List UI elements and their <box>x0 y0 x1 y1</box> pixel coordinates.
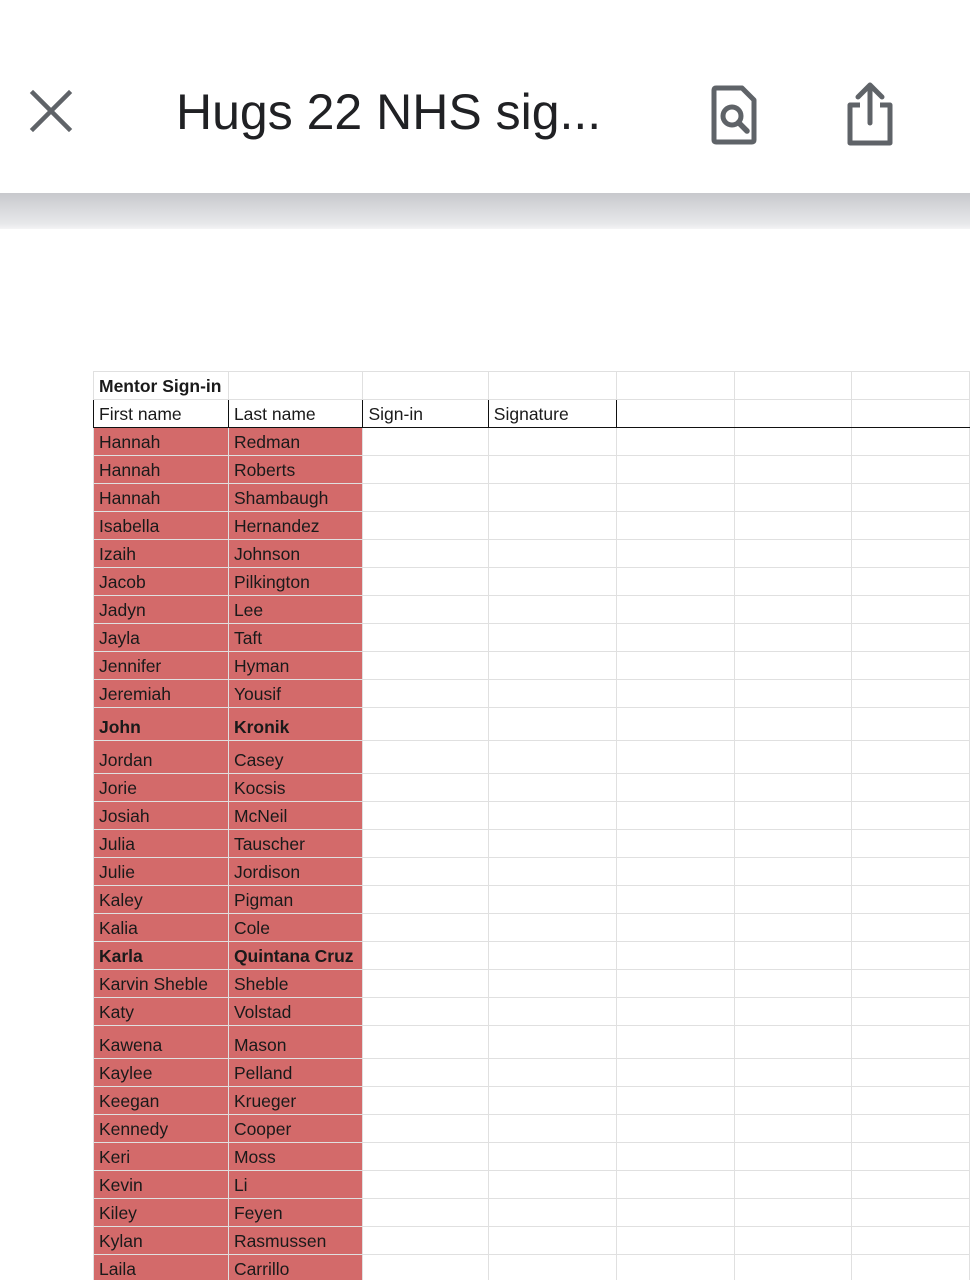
spreadsheet-preview <box>0 229 970 1280</box>
table-row <box>94 624 970 652</box>
table-row <box>94 596 970 624</box>
empty-cell <box>617 741 735 774</box>
empty-cell <box>617 372 735 400</box>
empty-cell <box>228 372 363 400</box>
signature-cell <box>488 1115 616 1143</box>
signature-cell <box>488 1059 616 1087</box>
first-name-cell: Hannah <box>94 428 229 456</box>
empty-cell <box>852 802 970 830</box>
signature-cell <box>488 484 616 512</box>
sign-in-cell <box>363 624 488 652</box>
empty-cell <box>852 1199 970 1227</box>
empty-cell <box>617 1026 735 1059</box>
empty-cell <box>852 858 970 886</box>
table-row <box>94 484 970 512</box>
table-row <box>94 1059 970 1087</box>
empty-cell <box>852 942 970 970</box>
first-name-cell: Julia <box>94 830 229 858</box>
table-row <box>94 1115 970 1143</box>
empty-cell <box>617 428 735 456</box>
sheet-title: Mentor Sign-in <box>94 372 229 400</box>
empty-cell <box>617 624 735 652</box>
sign-in-cell <box>363 568 488 596</box>
share-icon <box>844 81 896 147</box>
empty-cell <box>617 1199 735 1227</box>
empty-cell <box>617 1143 735 1171</box>
empty-cell <box>852 886 970 914</box>
empty-cell <box>617 456 735 484</box>
close-icon <box>29 89 73 133</box>
signature-cell <box>488 1199 616 1227</box>
empty-cell <box>617 680 735 708</box>
empty-cell <box>852 1227 970 1255</box>
empty-cell <box>852 774 970 802</box>
empty-cell <box>734 970 852 998</box>
first-name-cell: Keri <box>94 1143 229 1171</box>
empty-cell <box>852 568 970 596</box>
signature-cell <box>488 830 616 858</box>
table-row <box>94 456 970 484</box>
empty-cell <box>617 1087 735 1115</box>
first-name-cell: Izaih <box>94 540 229 568</box>
empty-cell <box>734 512 852 540</box>
empty-cell <box>852 512 970 540</box>
empty-cell <box>734 858 852 886</box>
last-name-cell: Kronik <box>228 708 363 741</box>
signature-cell <box>488 1171 616 1199</box>
empty-cell <box>852 830 970 858</box>
first-name-cell: Kiley <box>94 1199 229 1227</box>
sign-in-cell <box>363 1171 488 1199</box>
table-row <box>94 1255 970 1280</box>
empty-cell <box>617 1171 735 1199</box>
empty-cell <box>617 942 735 970</box>
last-name-cell: Kocsis <box>228 774 363 802</box>
last-name-cell: Taft <box>228 624 363 652</box>
empty-cell <box>617 400 735 428</box>
sign-in-cell <box>363 1087 488 1115</box>
sign-in-cell <box>363 680 488 708</box>
empty-cell <box>852 540 970 568</box>
sign-in-cell <box>363 1026 488 1059</box>
empty-cell <box>734 1255 852 1280</box>
last-name-cell: Mason <box>228 1026 363 1059</box>
signature-cell <box>488 708 616 741</box>
sheet-title-row <box>94 372 970 400</box>
table-row <box>94 1143 970 1171</box>
last-name-cell: Lee <box>228 596 363 624</box>
column-header-row <box>94 400 970 428</box>
sign-in-cell <box>363 998 488 1026</box>
sign-in-cell <box>363 540 488 568</box>
empty-cell <box>852 1087 970 1115</box>
sign-in-cell <box>363 1255 488 1280</box>
sign-in-cell <box>363 741 488 774</box>
sign-in-cell <box>363 596 488 624</box>
share-button[interactable] <box>838 78 902 150</box>
last-name-cell: Hyman <box>228 652 363 680</box>
empty-cell <box>734 1059 852 1087</box>
empty-cell <box>734 741 852 774</box>
signature-cell <box>488 652 616 680</box>
signature-cell <box>488 428 616 456</box>
signature-cell <box>488 596 616 624</box>
sign-in-cell <box>363 1115 488 1143</box>
signature-cell <box>488 540 616 568</box>
close-button[interactable] <box>22 82 80 140</box>
empty-cell <box>734 540 852 568</box>
empty-cell <box>617 708 735 741</box>
table-row <box>94 428 970 456</box>
first-name-cell: Jennifer <box>94 652 229 680</box>
last-name-cell: Johnson <box>228 540 363 568</box>
first-name-cell: John <box>94 708 229 741</box>
empty-cell <box>617 774 735 802</box>
sign-in-cell <box>363 1199 488 1227</box>
empty-cell <box>617 914 735 942</box>
empty-cell <box>488 372 616 400</box>
sign-in-cell <box>363 1227 488 1255</box>
first-name-cell: Kennedy <box>94 1115 229 1143</box>
table-row <box>94 512 970 540</box>
last-name-cell: Pilkington <box>228 568 363 596</box>
empty-cell <box>852 1255 970 1280</box>
column-header-signature: Signature <box>488 400 616 428</box>
sign-in-cell <box>363 942 488 970</box>
last-name-cell: Casey <box>228 741 363 774</box>
sign-in-cell <box>363 512 488 540</box>
signature-cell <box>488 1143 616 1171</box>
empty-cell <box>734 1199 852 1227</box>
table-row <box>94 1171 970 1199</box>
last-name-cell: Hernandez <box>228 512 363 540</box>
sign-in-cell <box>363 858 488 886</box>
first-name-cell: Jordan <box>94 741 229 774</box>
empty-cell <box>852 1059 970 1087</box>
empty-cell <box>734 1227 852 1255</box>
empty-cell <box>852 428 970 456</box>
first-name-cell: Keegan <box>94 1087 229 1115</box>
empty-cell <box>852 708 970 741</box>
empty-cell <box>852 372 970 400</box>
empty-cell <box>617 1059 735 1087</box>
first-name-cell: Julie <box>94 858 229 886</box>
last-name-cell: Moss <box>228 1143 363 1171</box>
empty-cell <box>852 624 970 652</box>
empty-cell <box>852 456 970 484</box>
empty-cell <box>852 998 970 1026</box>
first-name-cell: Katy <box>94 998 229 1026</box>
first-name-cell: Jeremiah <box>94 680 229 708</box>
empty-cell <box>852 484 970 512</box>
signature-cell <box>488 914 616 942</box>
table-row <box>94 568 970 596</box>
sign-in-cell <box>363 970 488 998</box>
empty-cell <box>852 1171 970 1199</box>
sign-in-cell <box>363 456 488 484</box>
signature-cell <box>488 568 616 596</box>
first-name-cell: Jayla <box>94 624 229 652</box>
empty-cell <box>734 568 852 596</box>
empty-cell <box>617 802 735 830</box>
empty-cell <box>734 456 852 484</box>
empty-cell <box>734 708 852 741</box>
last-name-cell: Volstad <box>228 998 363 1026</box>
empty-cell <box>617 652 735 680</box>
last-name-cell: Carrillo <box>228 1255 363 1280</box>
last-name-cell: Cole <box>228 914 363 942</box>
empty-cell <box>617 830 735 858</box>
sign-in-cell <box>363 652 488 680</box>
first-name-cell: Hannah <box>94 456 229 484</box>
empty-cell <box>617 484 735 512</box>
empty-cell <box>617 1255 735 1280</box>
empty-cell <box>734 624 852 652</box>
empty-cell <box>734 886 852 914</box>
empty-cell <box>734 1087 852 1115</box>
empty-cell <box>852 1026 970 1059</box>
table-row <box>94 830 970 858</box>
table-row <box>94 1087 970 1115</box>
sign-in-cell <box>363 802 488 830</box>
signature-cell <box>488 858 616 886</box>
signature-cell <box>488 886 616 914</box>
last-name-cell: Redman <box>228 428 363 456</box>
last-name-cell: Feyen <box>228 1199 363 1227</box>
signature-cell <box>488 1087 616 1115</box>
table-row <box>94 652 970 680</box>
empty-cell <box>617 1115 735 1143</box>
empty-cell <box>852 970 970 998</box>
last-name-cell: Rasmussen <box>228 1227 363 1255</box>
column-header-sign-in: Sign-in <box>363 400 488 428</box>
empty-cell <box>734 1115 852 1143</box>
empty-cell <box>852 914 970 942</box>
signature-cell <box>488 512 616 540</box>
empty-cell <box>852 400 970 428</box>
empty-cell <box>617 512 735 540</box>
table-row <box>94 998 970 1026</box>
table-row <box>94 942 970 970</box>
empty-cell <box>852 741 970 774</box>
search-in-document-button[interactable] <box>703 80 765 150</box>
first-name-cell: Josiah <box>94 802 229 830</box>
signature-cell <box>488 456 616 484</box>
last-name-cell: Krueger <box>228 1087 363 1115</box>
empty-cell <box>734 372 852 400</box>
first-name-cell: Jadyn <box>94 596 229 624</box>
last-name-cell: Pelland <box>228 1059 363 1087</box>
last-name-cell: Li <box>228 1171 363 1199</box>
last-name-cell: Sheble <box>228 970 363 998</box>
sign-in-cell <box>363 1059 488 1087</box>
empty-cell <box>617 970 735 998</box>
last-name-cell: McNeil <box>228 802 363 830</box>
empty-cell <box>617 540 735 568</box>
table-row <box>94 540 970 568</box>
sign-in-cell <box>363 914 488 942</box>
signature-cell <box>488 1026 616 1059</box>
empty-cell <box>734 998 852 1026</box>
app-bar <box>0 0 970 193</box>
first-name-cell: Jorie <box>94 774 229 802</box>
signature-cell <box>488 970 616 998</box>
first-name-cell: Hannah <box>94 484 229 512</box>
signature-cell <box>488 998 616 1026</box>
first-name-cell: Kylan <box>94 1227 229 1255</box>
empty-cell <box>734 1143 852 1171</box>
first-name-cell: Laila <box>94 1255 229 1280</box>
empty-cell <box>734 802 852 830</box>
signature-cell <box>488 802 616 830</box>
sign-in-cell <box>363 428 488 456</box>
empty-cell <box>617 568 735 596</box>
last-name-cell: Roberts <box>228 456 363 484</box>
empty-cell <box>852 680 970 708</box>
sign-in-cell <box>363 830 488 858</box>
signature-cell <box>488 741 616 774</box>
table-row <box>94 1026 970 1059</box>
empty-cell <box>852 652 970 680</box>
sign-in-table <box>93 371 970 1280</box>
empty-cell <box>734 942 852 970</box>
empty-cell <box>852 1115 970 1143</box>
empty-cell <box>617 886 735 914</box>
signature-cell <box>488 624 616 652</box>
column-header-last-name: Last name <box>228 400 363 428</box>
signature-cell <box>488 1227 616 1255</box>
last-name-cell: Pigman <box>228 886 363 914</box>
signature-cell <box>488 1255 616 1280</box>
last-name-cell: Quintana Cruz <box>228 942 363 970</box>
empty-cell <box>734 484 852 512</box>
first-name-cell: Karvin Sheble <box>94 970 229 998</box>
table-row <box>94 741 970 774</box>
sign-in-cell <box>363 484 488 512</box>
empty-cell <box>734 774 852 802</box>
empty-cell <box>617 1227 735 1255</box>
last-name-cell: Jordison <box>228 858 363 886</box>
first-name-cell: Kaylee <box>94 1059 229 1087</box>
last-name-cell: Shambaugh <box>228 484 363 512</box>
sign-in-cell <box>363 886 488 914</box>
empty-cell <box>617 998 735 1026</box>
empty-cell <box>734 1171 852 1199</box>
signature-cell <box>488 774 616 802</box>
table-row <box>94 708 970 741</box>
document-search-icon <box>710 85 758 145</box>
first-name-cell: Kawena <box>94 1026 229 1059</box>
empty-cell <box>734 680 852 708</box>
empty-cell <box>734 1026 852 1059</box>
first-name-cell: Isabella <box>94 512 229 540</box>
table-row <box>94 858 970 886</box>
column-header-first-name: First name <box>94 400 229 428</box>
sign-in-cell <box>363 1143 488 1171</box>
last-name-cell: Yousif <box>228 680 363 708</box>
table-row <box>94 680 970 708</box>
last-name-cell: Cooper <box>228 1115 363 1143</box>
empty-cell <box>617 596 735 624</box>
empty-cell <box>734 428 852 456</box>
first-name-cell: Jacob <box>94 568 229 596</box>
document-title: Hugs 22 NHS sig... <box>176 84 602 140</box>
table-row <box>94 914 970 942</box>
table-row <box>94 970 970 998</box>
sign-in-cell <box>363 774 488 802</box>
empty-cell <box>734 652 852 680</box>
signature-cell <box>488 942 616 970</box>
first-name-cell: Kaley <box>94 886 229 914</box>
table-row <box>94 886 970 914</box>
table-row <box>94 774 970 802</box>
empty-cell <box>734 400 852 428</box>
first-name-cell: Kalia <box>94 914 229 942</box>
table-row <box>94 802 970 830</box>
empty-cell <box>734 596 852 624</box>
table-row <box>94 1199 970 1227</box>
empty-cell <box>363 372 488 400</box>
toolbar-shadow <box>0 193 970 229</box>
table-row <box>94 1227 970 1255</box>
sign-in-cell <box>363 708 488 741</box>
empty-cell <box>734 914 852 942</box>
first-name-cell: Kevin <box>94 1171 229 1199</box>
first-name-cell: Karla <box>94 942 229 970</box>
empty-cell <box>617 858 735 886</box>
last-name-cell: Tauscher <box>228 830 363 858</box>
signature-cell <box>488 680 616 708</box>
empty-cell <box>852 596 970 624</box>
empty-cell <box>734 830 852 858</box>
empty-cell <box>852 1143 970 1171</box>
